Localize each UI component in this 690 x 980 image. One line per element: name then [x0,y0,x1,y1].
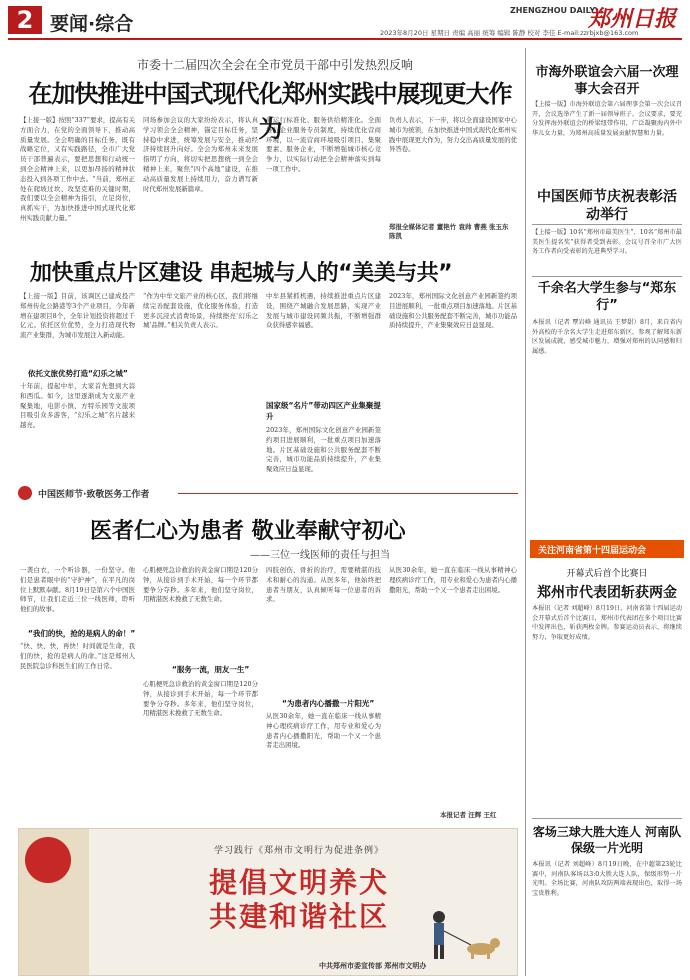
column-divider [525,48,526,976]
right-story-d-kicker: 开幕式后首个比赛日 [566,569,648,579]
right-story-c-body: 本报讯（记者 覃岩峰 通讯员 王梦甜）8月，来自省内外高校的千余名大学生走进郑东新区，参观了解郑东新区发展成就，感受城市魅力，增强对郑州的认同感和归属感。 [532,319,682,355]
paper-logo: 郑州日报 [588,6,677,32]
story3-minihead-b: “服务一流，朋友一生” [172,665,250,674]
story3-subhead: ——三位一线医师的责任与担当 [250,550,390,561]
story2-col-3: 中牟县紧抓机遇，持续推进重点片区建设，围绕产城融合发展思路，实现产业发展与城市建设同频共振，不断增强群众获得感幸福感。 [266,292,381,330]
band-dot-icon [18,486,32,500]
banner-line-1: 提倡文明养犬 [208,866,389,899]
lead-col-3: 务运行标准化、服务供给精准化。全面推行企业服务专员制度，持续优化营商环境，以一流营商环境吸引项目、集聚要素、服务企业，不断增强城市核心竞争力，以实际行动把全会精神落实到每一项工作中。 [266,116,381,173]
dateline: 2023年8月20日 星期日 责编 高丽 统筹 编辑 陈静 校对 李佳 E-mail:zzrbjxb@163.com [380,29,639,37]
banner-line-2: 共建和谐社区 [208,900,389,933]
lead-credit: 郑报全媒体记者 董艳竹 袁帅 曹燕 张玉东 陈凯 [389,223,509,240]
section-name: 要闻·综合 [50,13,134,35]
right-story-b-headline: 中国医师节庆祝表彰活动举行 [537,189,677,223]
lead-col-4: 负责人表示，下一步，将以全面建设国家中心城市为统领，在加快推进中国式现代化郑州实践中展现更大作为，努力交出高质量发展的优异答卷。 [389,116,517,154]
games-banner-label: 关注河南省第十四届运动会 [538,546,647,556]
civility-banner [18,828,518,976]
band-rule [178,493,518,494]
page-number: 2 [8,6,42,34]
story2-col-2: “作为中牟文旅产业的核心区，我们将继续完善配套设施，优化服务体验，打造更多沉浸式消费场景，持续擦亮‘幻乐之城’品牌。”相关负责人表示。 [143,292,258,330]
lead-kicker: 市委十二届四次全会在全市党员干部中引发热烈反响 [136,58,413,72]
right-story-e-headline: 客场三球大胜大连人 河南队保级一片光明 [532,825,682,855]
story3-col-2: 心肌梗死急诊救治的黄金窗口期是120分钟，从接诊到手术开始，每一个环节都要争分夺秒。多年来，他们坚守岗位，用精湛医术挽救了无数生命。 [143,566,258,604]
story3-minihead-c: “为患者内心播撒一片阳光” [282,699,375,708]
band-label: 中国医师节·致敬医务工作者 [38,490,150,500]
right-story-c-headline: 千余名大学生参与“郑东行” [537,281,677,313]
story2-headline: 加快重点片区建设 串起城与人的“美美与共” [30,261,453,286]
lead-col-2: 同场参加会议的大家纷纷表示，将认真学习领会全会精神，锚定目标任务，坚持稳中求进，统筹发展与安全，推动经济持续回升向好。全会为郑州未来发展指明了方向，将切实把思想统一到全会精神上来，聚焦“四个高地”建设，在推动高质量发展上持续用力，奋力谱写新时代郑州发展新篇章。 [143,116,258,193]
right-story-a-body: 【上接一版】市海外联谊会第六届理事会第一次会议召开，会议选举产生了新一届领导班子。会议要求，要充分发挥海外联谊会的桥梁纽带作用，广泛凝聚海内外中华儿女力量，为郑州高质量发展贡献智慧和力量。 [532,101,682,137]
story2-minihead-2: 国家级“名片”带动四区产业集聚提升 [266,401,381,421]
story3-minihead-a: “我们的快，抢的是病人的命！” [28,629,136,638]
story3-col-4: 从医30余年，她一直在临床一线从事精神心理疾病诊疗工作，用专业和爱心为患者内心播撒阳光，帮助一个又一个患者走出困境。 [389,566,517,594]
story3-headline: 医者仁心为患者 敬业奉献守初心 [90,519,406,544]
paper-english-name: ZHENGZHOU DAILY [510,6,596,15]
lead-headline: 在加快推进中国式现代化郑州实践中展现更大作为 [28,80,512,143]
story2-col-3b: 2023年，郑州国际文化创意产业园新签约项目进展顺利，一批重点项目加速落地。片区基础设施和公共服务配套不断完善，城市功能品质持续提升，产业集聚效应日益显现。 [266,426,381,474]
banner-credit: 中共郑州市委宣传部 郑州市文明办 [319,962,427,970]
masthead-rule [8,38,682,40]
story3-col-2b: 心肌梗死急诊救治的黄金窗口期是120分钟，从接诊到手术开始，每一个环节都要争分夺秒。多年来，他们坚守岗位，用精湛医术挽救了无数生命。 [143,680,258,718]
right-story-d-body: 本报讯（记者 刘超峰）8月19日，河南省第十四届运动会开幕式后首个比赛日，郑州市代表团在多个项目比赛中发挥出色，斩获两枚金牌。参赛运动员表示，将继续努力，争取更好成绩。 [532,605,682,641]
right-story-b-body: 【上接一版】10名“郑州市最美医生”、10名“郑州市最美医生提名奖”获得者受到表彰。会议号召全市广大医务工作者向受表彰的先进典型学习。 [532,229,682,256]
right-story-e-body: 本报讯（记者 刘超峰）8月19日晚，在中超第23轮比赛中，河南队客场以3:0大胜大连人队，保级形势一片光明。全场比赛，河南队攻防两端表现出色，取得一场宝贵胜利。 [532,861,682,897]
story2-col-1: 【上接一版】目前，该调区已建成投产郑州传化公路港等3个产业项目，今年新增在建项目8个，全年计划投资将超过千亿元。依托区位优势，全力打造现代物流产业集群，为城市发展注入新动能。 [20,292,135,340]
story3-col-3b: 从医30余年，她一直在临床一线从事精神心理疾病诊疗工作，用专业和爱心为患者内心播撒阳光，帮助一个又一个患者走出困境。 [266,712,381,750]
story2-col-1b: 十年前，提起中牟，大家首先想到大蒜和西瓜。如今，这里逐渐成为文旅产业聚集地，电影小镇、方特乐园等文旅项目吸引众多游客，“幻乐之城”名片越来越亮。 [20,382,135,430]
right-rule-2 [532,276,682,277]
dog-walker-illustration-icon [409,907,509,961]
lead-col-1: 【上接一版】按照“337”要求，提高有关方面合力，在党的全面领导下，推动高质量发展。全会明确的目标任务，既有战略定位，又有实践路径，全市广大党员干部普遍表示，要把思想和行动统一到全会精神上来，以更加昂扬的精神状态投入到各项工作中去。“当前，郑州正处在爬坡过坎、攻坚克难的关键时期，我们要以全会精神为指引，立足岗位，真抓实干，为加快推进中国式现代化郑州实践贡献力量。” [20,116,135,222]
story3-col-1: 一袭白衣，一个听诊器，一份坚守。他们是患者眼中的“守护神”，在平凡的岗位上默默奉献。8月19日是第六个中国医师节，让我们走近三位一线医师，聆听他们的故事。 [20,566,135,614]
banner-emblem-icon [25,837,71,883]
banner-subtitle: 学习践行《郑州市文明行为促进条例》 [213,846,384,856]
story2-minihead: 依托文旅优势打造“幻乐之城” [28,369,128,378]
story2-col-4: 2023年，郑州国际文化创意产业园新签约项目进展顺利，一批重点项目加速落地。片区基础设施和公共服务配套不断完善，城市功能品质持续提升，产业集聚效应日益显现。 [389,292,517,330]
right-rule-3 [532,818,682,819]
story3-credit: 本报记者 汪辉 王红 [440,811,497,819]
right-story-a-headline: 市海外联谊会六届一次理事大会召开 [535,65,679,97]
right-rule-1 [532,224,682,225]
story3-col-3: 四肢创伤、骨折的治疗，需要精湛的技术和耐心的沟通。从医多年，他始终把患者当朋友，认真倾听每一位患者的诉求。 [266,566,381,604]
story3-col-1b: “快、快、快，再快！时间就是生命，我们的快，抢的是病人的命。”这是郑州人民医院急诊科医生们的工作日常。 [20,642,135,670]
games-banner [530,540,684,558]
right-story-d-headline: 郑州市代表团斩获两金 [537,585,677,601]
masthead [0,0,690,40]
section-band [18,486,518,500]
